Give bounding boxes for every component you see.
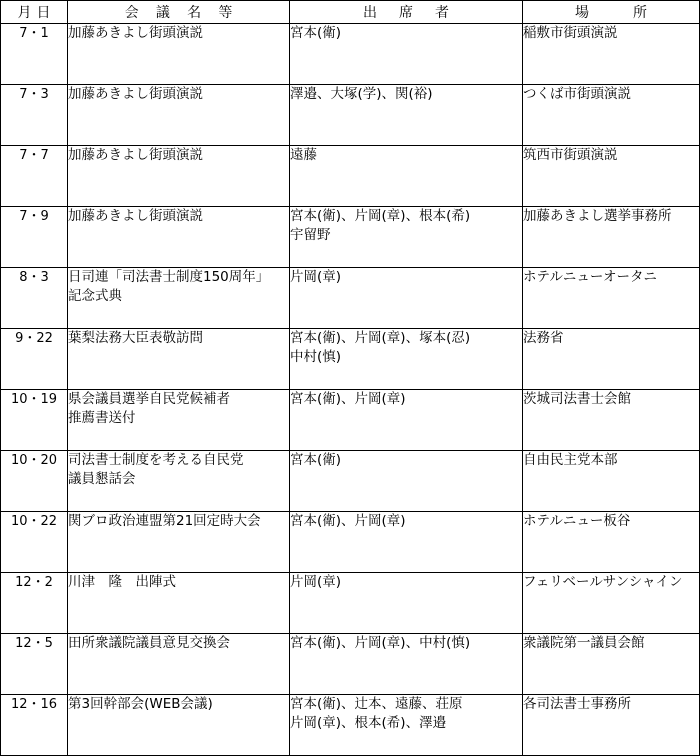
header-meeting — [68, 1, 290, 24]
header-attendees-char: 者 — [435, 5, 449, 21]
meeting-line: 川津 隆 出陣式 — [68, 574, 176, 590]
meeting-line: 関ブロ政治連盟第21回定時大会 — [68, 513, 261, 529]
meeting-line: 司法書士制度を考える自民党 — [68, 452, 244, 468]
meeting-line: 議員懇話会 — [68, 471, 136, 487]
attendees-cell — [290, 268, 523, 329]
meeting-cell — [68, 512, 290, 573]
table-row — [1, 451, 700, 512]
meeting-line: 日司連「司法書士制度150周年」 — [68, 269, 270, 285]
header-attendees-char: 席 — [399, 5, 413, 21]
attendees-line: 片岡(章) — [290, 574, 342, 590]
header-attendees-char: 出 — [363, 5, 377, 21]
attendees-cell — [290, 329, 523, 390]
table-row — [1, 24, 700, 85]
attendees-line: 澤邉、大塚(学)、関(裕) — [290, 86, 433, 102]
table-row — [1, 390, 700, 451]
attendees-cell — [290, 695, 523, 756]
attendees-line: 片岡(章)、根本(希)、澤邉 — [290, 715, 447, 731]
header-place-char: 場 — [575, 5, 589, 21]
attendees-cell — [290, 85, 523, 146]
meeting-line: 加藤あきよし街頭演説 — [68, 86, 203, 102]
attendees-line: 宮本(衛) — [290, 452, 342, 468]
header-date-char: 月 — [17, 5, 32, 21]
date-cell: 10・22 — [1, 512, 68, 573]
attendees-line: 宮本(衛)、片岡(章)、塚本(忍) — [290, 330, 471, 346]
table-row — [1, 268, 700, 329]
place-cell: 茨城司法書士会館 — [523, 390, 700, 451]
attendees-line: 宮本(衛)、片岡(章)、中村(慎) — [290, 635, 471, 651]
date-cell: 7・1 — [1, 24, 68, 85]
meeting-line: 加藤あきよし街頭演説 — [68, 25, 203, 41]
header-place-char: 所 — [633, 5, 647, 21]
meeting-cell — [68, 695, 290, 756]
meeting-cell — [68, 451, 290, 512]
attendees-cell — [290, 207, 523, 268]
place-cell: ホテルニュー板谷 — [523, 512, 700, 573]
date-cell: 10・20 — [1, 451, 68, 512]
meeting-cell — [68, 634, 290, 695]
meeting-cell — [68, 146, 290, 207]
meeting-line: 葉梨法務大臣表敬訪問 — [68, 330, 203, 346]
place-cell: 加藤あきよし選挙事務所 — [523, 207, 700, 268]
header-date-char: 日 — [36, 5, 51, 21]
table-row — [1, 146, 700, 207]
table-row — [1, 634, 700, 695]
place-cell: 衆議院第一議員会館 — [523, 634, 700, 695]
place-cell: フェリベールサンシャイン — [523, 573, 700, 634]
date-cell: 10・19 — [1, 390, 68, 451]
header-meeting-char: 等 — [218, 5, 233, 21]
attendees-line: 宇留野 — [290, 227, 331, 243]
attendees-cell — [290, 573, 523, 634]
attendees-line: 宮本(衛)、辻本、遠藤、荘原 — [290, 696, 463, 712]
attendees-line: 片岡(章) — [290, 269, 342, 285]
meeting-line: 田所衆議院議員意見交換会 — [68, 635, 230, 651]
header-place — [523, 1, 700, 24]
date-cell: 7・7 — [1, 146, 68, 207]
date-cell: 8・3 — [1, 268, 68, 329]
meeting-cell — [68, 207, 290, 268]
attendees-line: 宮本(衛)、片岡(章) — [290, 391, 406, 407]
attendees-line: 宮本(衛)、片岡(章) — [290, 513, 406, 529]
meeting-cell — [68, 268, 290, 329]
meeting-cell — [68, 329, 290, 390]
attendees-line: 中村(慎) — [290, 349, 342, 365]
attendees-cell — [290, 24, 523, 85]
date-cell: 12・16 — [1, 695, 68, 756]
place-cell: 各司法書士事務所 — [523, 695, 700, 756]
attendees-cell — [290, 451, 523, 512]
date-cell: 12・2 — [1, 573, 68, 634]
place-cell: 自由民主党本部 — [523, 451, 700, 512]
header-meeting-char: 議 — [155, 5, 170, 21]
meeting-line: 加藤あきよし街頭演説 — [68, 147, 203, 163]
attendees-cell — [290, 512, 523, 573]
table-row — [1, 695, 700, 756]
header-meeting-char: 会 — [124, 5, 139, 21]
date-cell: 9・22 — [1, 329, 68, 390]
meeting-line: 第3回幹部会(WEB会議) — [68, 696, 213, 712]
attendees-cell — [290, 146, 523, 207]
attendees-cell — [290, 390, 523, 451]
meeting-line: 推薦書送付 — [68, 410, 136, 426]
table-row — [1, 329, 700, 390]
date-cell: 7・9 — [1, 207, 68, 268]
meeting-line: 県会議員選挙自民党候補者 — [68, 391, 230, 407]
attendees-cell — [290, 634, 523, 695]
header-row — [1, 1, 700, 24]
table-row — [1, 207, 700, 268]
table-row — [1, 85, 700, 146]
table-row — [1, 573, 700, 634]
attendees-line: 遠藤 — [290, 147, 317, 163]
meeting-line: 加藤あきよし街頭演説 — [68, 208, 203, 224]
header-date — [1, 1, 68, 24]
meeting-line: 記念式典 — [68, 288, 122, 304]
place-cell: つくば市街頭演説 — [523, 85, 700, 146]
meeting-cell — [68, 573, 290, 634]
attendees-line: 宮本(衛) — [290, 25, 342, 41]
attendees-line: 宮本(衛)、片岡(章)、根本(希) — [290, 208, 471, 224]
meeting-cell — [68, 85, 290, 146]
place-cell: 稲敷市街頭演説 — [523, 24, 700, 85]
place-cell: ホテルニューオータニ — [523, 268, 700, 329]
header-attendees — [290, 1, 523, 24]
header-meeting-char: 名 — [187, 5, 202, 21]
meeting-cell — [68, 24, 290, 85]
date-cell: 12・5 — [1, 634, 68, 695]
place-cell: 法務省 — [523, 329, 700, 390]
table-row — [1, 512, 700, 573]
meeting-cell — [68, 390, 290, 451]
place-cell: 筑西市街頭演説 — [523, 146, 700, 207]
date-cell: 7・3 — [1, 85, 68, 146]
